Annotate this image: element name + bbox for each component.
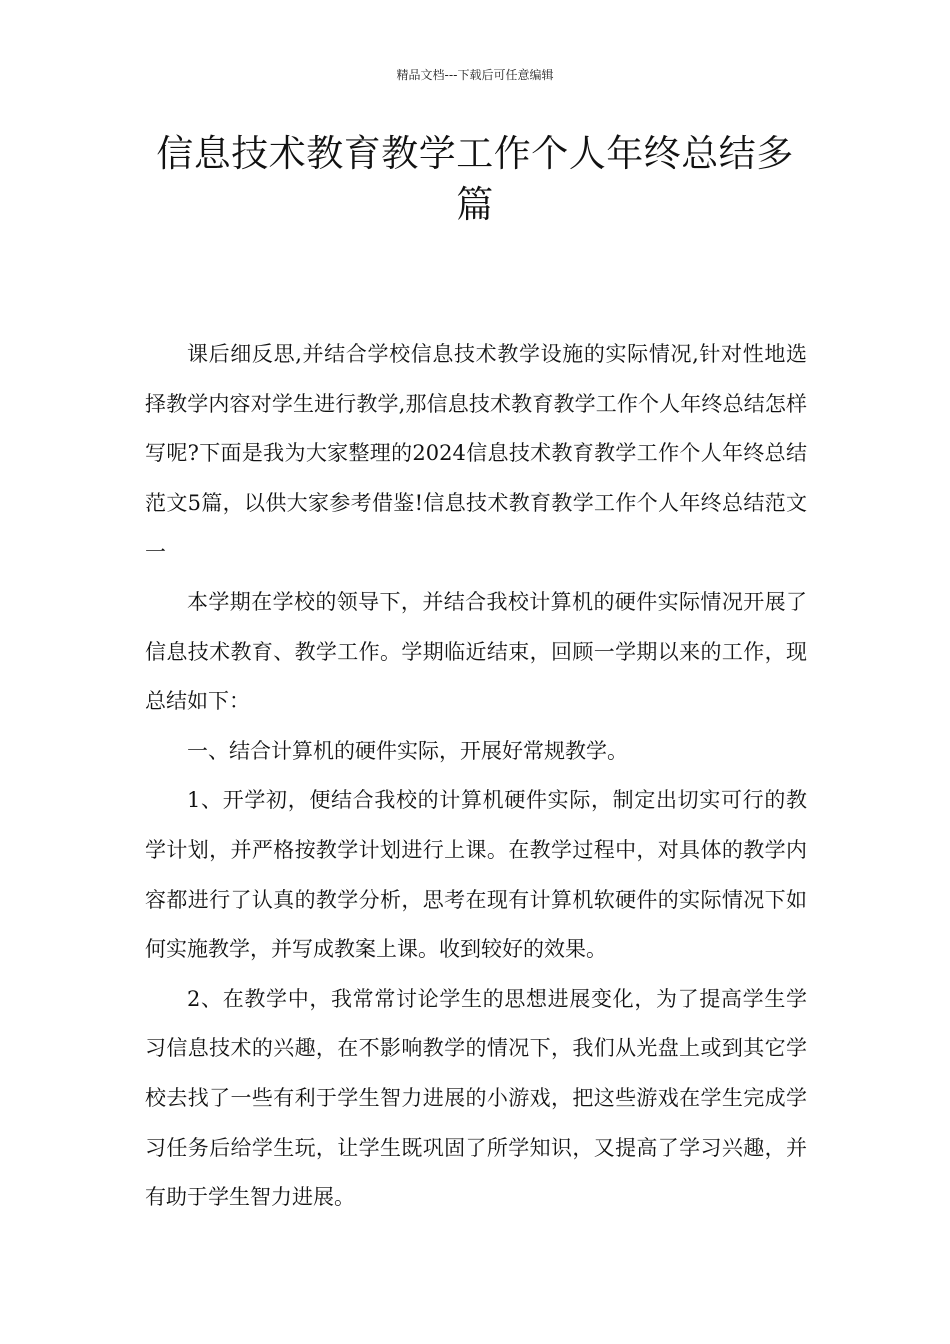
page-header: 精品文档---下载后可任意编辑 (396, 68, 554, 82)
paragraph-intro: 课后细反思,并结合学校信息技术教学设施的实际情况,针对性地选择教学内容对学生进行教学,那信息技术教育教学工作个人年终总结怎样写呢?下面是我为大家整理的2024信息技术教育教学工作个人年终总结范文5篇，以供大家参考借鉴!信息技术教育教学工作个人年终总结范文一 (145, 342, 807, 565)
paragraph-item-2: 2、在教学中，我常常讨论学生的思想进展变化，为了提高学生学习信息技术的兴趣，在不影响教学的情况下，我们从光盘上或到其它学校去找了一些有利于学生智力进展的小游戏，把这些游戏在学生完成学习任务后给学生玩，让学生既巩固了所学知识，又提高了学习兴趣，并有助于学生智力进展。 (145, 986, 807, 1210)
paragraph-overview: 本学期在学校的领导下，并结合我校计算机的硬件实际情况开展了信息技术教育、教学工作。学期临近结束，回顾一学期以来的工作，现总结如下： (145, 589, 807, 714)
document-body (145, 330, 807, 1223)
section-heading-1: 一、结合计算机的硬件实际，开展好常规教学。 (187, 738, 628, 763)
paragraph-item-1: 1、开学初，便结合我校的计算机硬件实际，制定出切实可行的教学计划，并严格按教学计划进行上课。在教学过程中，对具体的教学内容都进行了认真的教学分析，思考在现有计算机软硬件的实际情况下如何实施教学，并写成教案上课。收到较好的效果。 (145, 788, 807, 962)
document-title: 信息技术教育教学工作个人年终总结多篇 (156, 132, 794, 226)
